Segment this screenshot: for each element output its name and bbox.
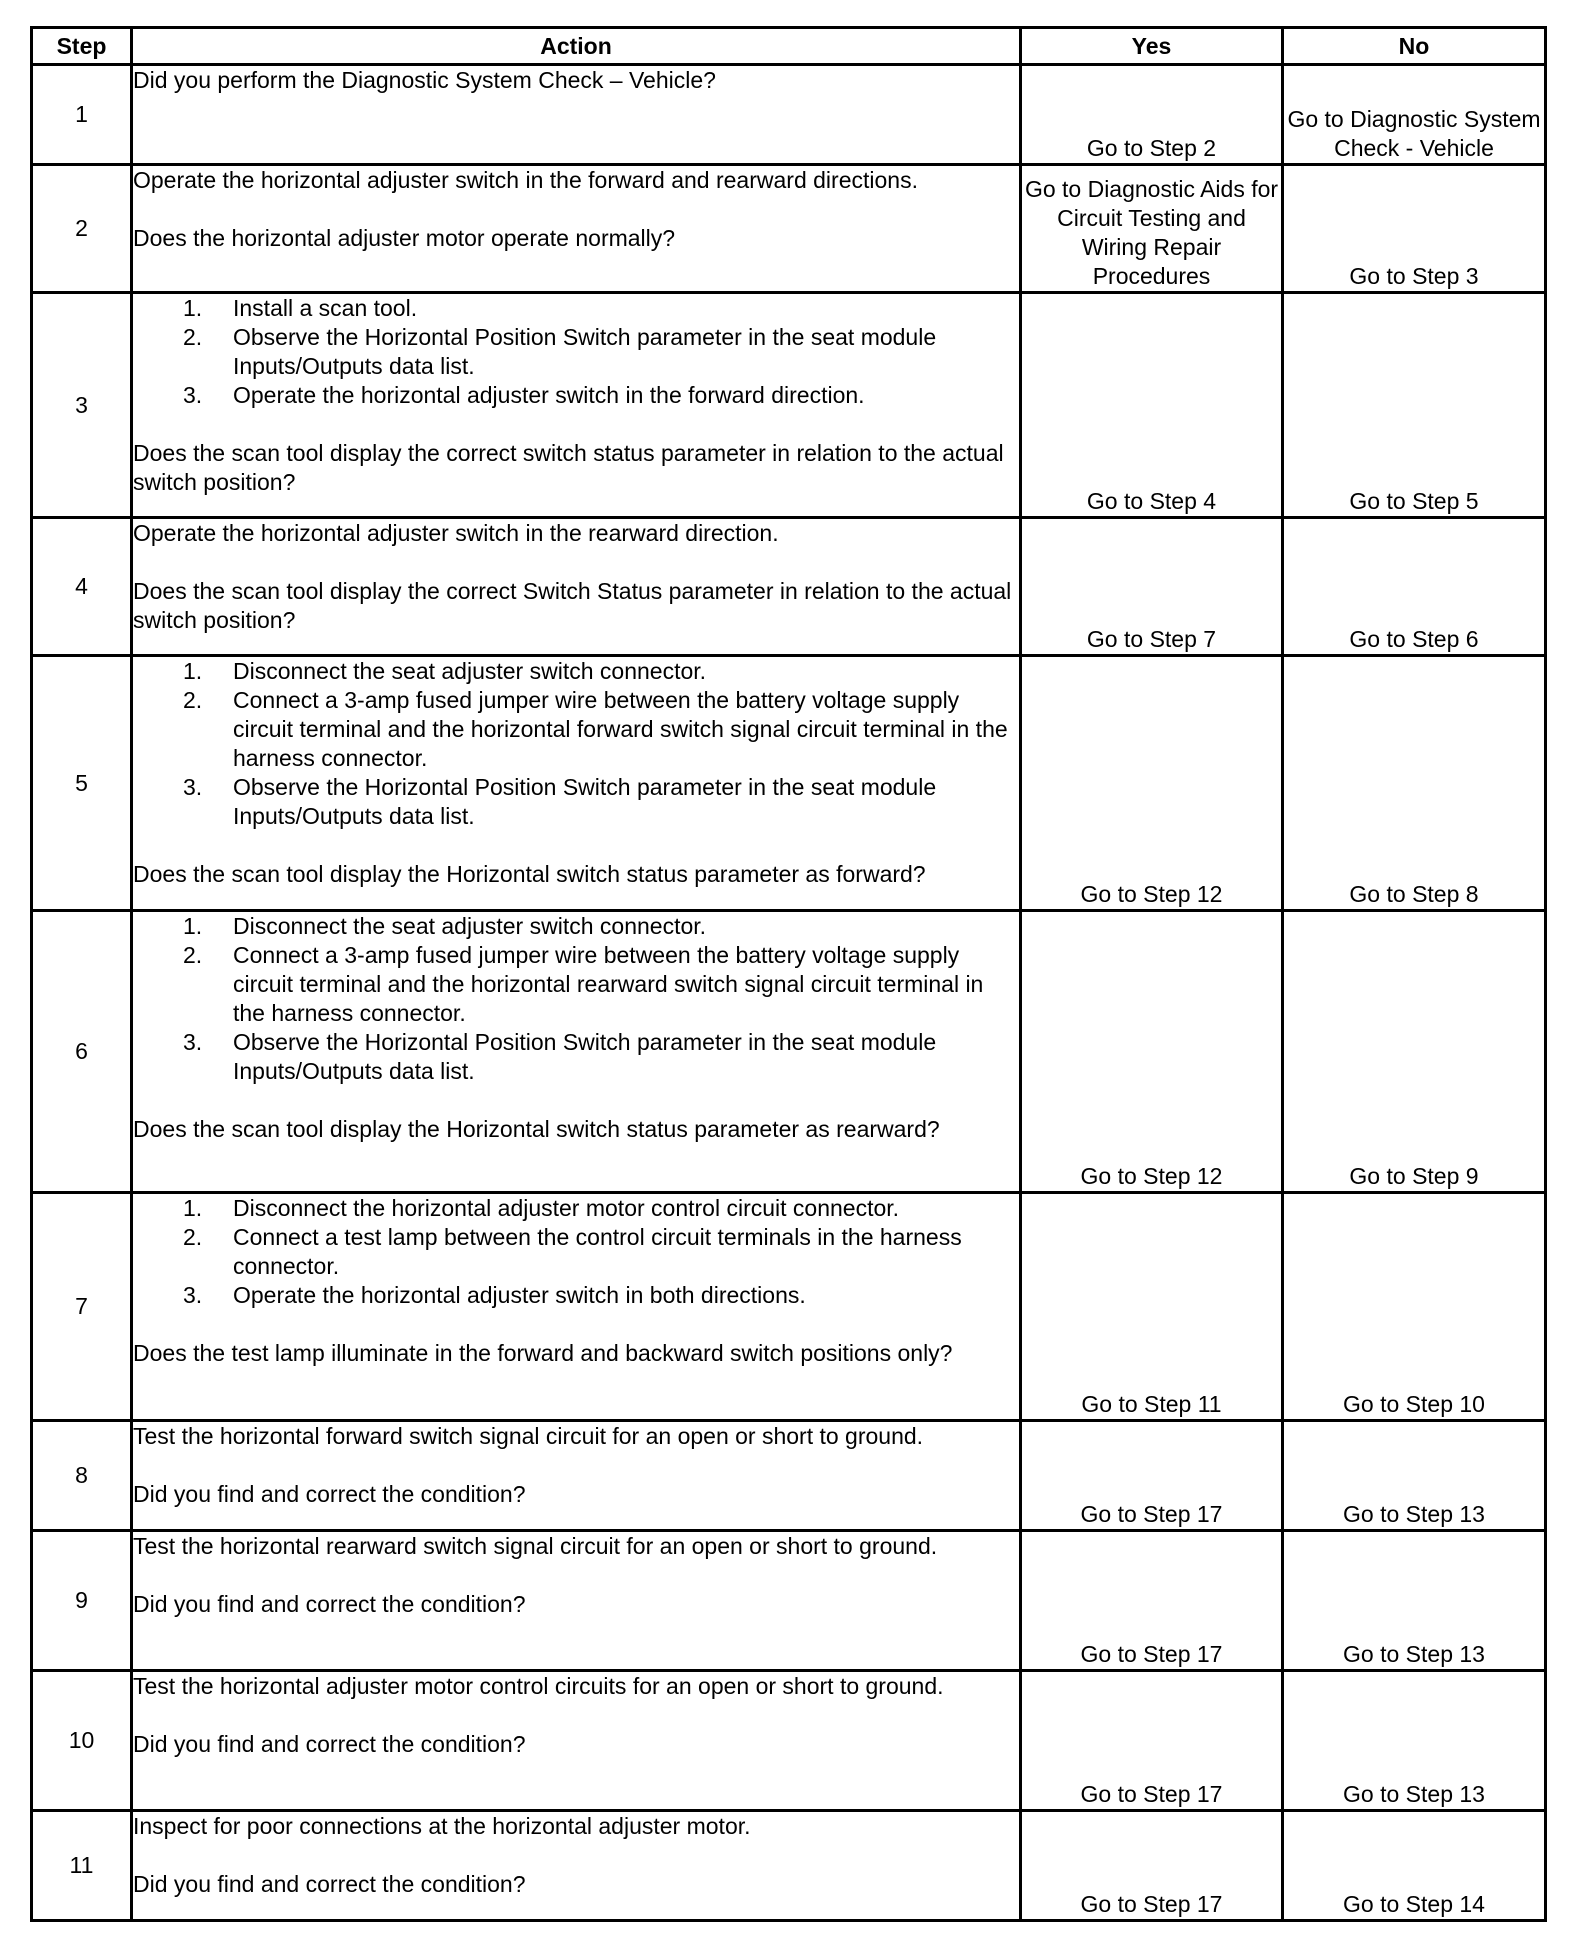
- step-number: 8: [32, 1421, 132, 1531]
- table-row: [32, 1193, 1546, 1421]
- action-question: Did you find and correct the condition?: [133, 1871, 526, 1897]
- no-result: Go to Step 13: [1283, 1421, 1546, 1531]
- spacer: [133, 1701, 1019, 1730]
- instruction-item: [133, 1281, 1019, 1310]
- action-text: Test the horizontal rearward switch signal circuit for an open or short to ground.: [133, 1533, 938, 1559]
- instruction-text: Install a scan tool.: [233, 295, 418, 321]
- step-number: 7: [32, 1193, 132, 1421]
- instruction-number: 2.: [183, 687, 203, 713]
- action-text: Did you perform the Diagnostic System Check – Vehicle?: [133, 67, 716, 93]
- action-cell: [132, 518, 1021, 656]
- no-result: Go to Step 10: [1283, 1193, 1546, 1421]
- instruction-number: 3.: [183, 382, 203, 408]
- spacer: [133, 1561, 1019, 1590]
- instruction-number: 2.: [183, 324, 203, 350]
- instruction-text: Observe the Horizontal Position Switch parameter in the seat module Inputs/Outputs data list.: [233, 1029, 937, 1084]
- header-row: [32, 28, 1546, 65]
- instruction-text: Observe the Horizontal Position Switch parameter in the seat module Inputs/Outputs data list.: [233, 324, 937, 379]
- instruction-number: 1.: [183, 295, 203, 321]
- header-yes: Yes: [1021, 28, 1283, 65]
- table-row: [32, 911, 1546, 1193]
- spacer: [133, 1451, 1019, 1480]
- step-number: 3: [32, 293, 132, 518]
- action-cell: [132, 1421, 1021, 1531]
- step-number: 2: [32, 165, 132, 293]
- yes-result: Go to Step 4: [1021, 293, 1283, 518]
- instruction-number: 1.: [183, 658, 203, 684]
- instruction-text: Disconnect the horizontal adjuster motor control circuit connector.: [233, 1195, 900, 1221]
- yes-result: Go to Step 12: [1021, 656, 1283, 911]
- action-cell: [132, 165, 1021, 293]
- action-cell: [132, 1193, 1021, 1421]
- instruction-item: [133, 1028, 1019, 1086]
- action-question: Does the scan tool display the correct Switch Status parameter in relation to the actual switch position?: [133, 578, 1012, 633]
- action-question: Did you find and correct the condition?: [133, 1591, 526, 1617]
- table-row: [32, 65, 1546, 165]
- no-result: Go to Step 13: [1283, 1671, 1546, 1811]
- no-result: Go to Step 13: [1283, 1531, 1546, 1671]
- step-number: 9: [32, 1531, 132, 1671]
- instruction-list: [133, 912, 1019, 1086]
- no-result: Go to Step 6: [1283, 518, 1546, 656]
- no-result: Go to Step 14: [1283, 1811, 1546, 1921]
- instruction-text: Observe the Horizontal Position Switch parameter in the seat module Inputs/Outputs data list.: [233, 774, 937, 829]
- table-row: [32, 165, 1546, 293]
- table-row: [32, 1421, 1546, 1531]
- table-row: [32, 518, 1546, 656]
- spacer: [133, 195, 1019, 224]
- table-row: [32, 1671, 1546, 1811]
- instruction-item: [133, 686, 1019, 773]
- no-result: Go to Step 8: [1283, 656, 1546, 911]
- spacer: [133, 1841, 1019, 1870]
- action-question: Does the test lamp illuminate in the forward and backward switch positions only?: [133, 1340, 953, 1366]
- spacer: [133, 1310, 1019, 1339]
- yes-result: Go to Step 17: [1021, 1671, 1283, 1811]
- instruction-text: Connect a test lamp between the control circuit terminals in the harness connector.: [233, 1224, 962, 1279]
- instruction-number: 2.: [183, 1224, 203, 1250]
- step-number: 4: [32, 518, 132, 656]
- step-number: 11: [32, 1811, 132, 1921]
- no-result: Go to Step 5: [1283, 293, 1546, 518]
- instruction-item: [133, 773, 1019, 831]
- action-cell: [132, 656, 1021, 911]
- instruction-text: Operate the horizontal adjuster switch in the forward direction.: [233, 382, 865, 408]
- action-question: Does the horizontal adjuster motor operate normally?: [133, 225, 676, 251]
- instruction-text: Connect a 3-amp fused jumper wire between the battery voltage supply circuit terminal and the horizontal forward switch signal circuit terminal in the harness connector.: [233, 687, 1008, 771]
- header-action: Action: [132, 28, 1021, 65]
- action-text: Operate the horizontal adjuster switch in the forward and rearward directions.: [133, 167, 918, 193]
- action-text: Inspect for poor connections at the horizontal adjuster motor.: [133, 1813, 751, 1839]
- instruction-text: Connect a 3-amp fused jumper wire between the battery voltage supply circuit terminal and the horizontal rearward switch signal circuit terminal in the harness connector.: [233, 942, 984, 1026]
- action-text: Test the horizontal forward switch signal circuit for an open or short to ground.: [133, 1423, 924, 1449]
- yes-result: Go to Step 11: [1021, 1193, 1283, 1421]
- action-question: Did you find and correct the condition?: [133, 1731, 526, 1757]
- action-cell: [132, 1531, 1021, 1671]
- header-step: Step: [32, 28, 132, 65]
- table-body: [32, 65, 1546, 1921]
- instruction-item: [133, 657, 1019, 686]
- instruction-item: [133, 381, 1019, 410]
- action-cell: [132, 1811, 1021, 1921]
- diagnostic-table: [30, 26, 1547, 1922]
- action-question: Does the scan tool display the correct switch status parameter in relation to the actual switch position?: [133, 440, 1004, 495]
- spacer: [133, 410, 1019, 439]
- instruction-item: [133, 323, 1019, 381]
- instruction-number: 3.: [183, 774, 203, 800]
- step-number: 5: [32, 656, 132, 911]
- instruction-number: 2.: [183, 942, 203, 968]
- yes-result: Go to Step 17: [1021, 1421, 1283, 1531]
- action-cell: [132, 911, 1021, 1193]
- action-text: Test the horizontal adjuster motor control circuits for an open or short to ground.: [133, 1673, 944, 1699]
- step-number: 1: [32, 65, 132, 165]
- table-row: [32, 293, 1546, 518]
- instruction-text: Operate the horizontal adjuster switch in both directions.: [233, 1282, 806, 1308]
- spacer: [133, 1086, 1019, 1115]
- table-row: [32, 1811, 1546, 1921]
- instruction-list: [133, 657, 1019, 831]
- instruction-item: [133, 912, 1019, 941]
- yes-result: Go to Step 17: [1021, 1811, 1283, 1921]
- instruction-list: [133, 1194, 1019, 1310]
- yes-result: Go to Step 2: [1021, 65, 1283, 165]
- instruction-text: Disconnect the seat adjuster switch connector.: [233, 658, 707, 684]
- action-question: Does the scan tool display the Horizontal switch status parameter as forward?: [133, 861, 926, 887]
- action-question: Does the scan tool display the Horizontal switch status parameter as rearward?: [133, 1116, 940, 1142]
- header-no: No: [1283, 28, 1546, 65]
- yes-result: Go to Diagnostic Aids for Circuit Testing and Wiring Repair Procedures: [1021, 165, 1283, 293]
- action-question: Did you find and correct the condition?: [133, 1481, 526, 1507]
- action-cell: [132, 293, 1021, 518]
- instruction-item: [133, 294, 1019, 323]
- no-result: Go to Step 9: [1283, 911, 1546, 1193]
- instruction-number: 3.: [183, 1029, 203, 1055]
- instruction-number: 3.: [183, 1282, 203, 1308]
- instruction-text: Disconnect the seat adjuster switch connector.: [233, 913, 707, 939]
- instruction-item: [133, 941, 1019, 1028]
- yes-result: Go to Step 17: [1021, 1531, 1283, 1671]
- instruction-item: [133, 1194, 1019, 1223]
- spacer: [133, 548, 1019, 577]
- step-number: 10: [32, 1671, 132, 1811]
- no-result: Go to Step 3: [1283, 165, 1546, 293]
- table-row: [32, 1531, 1546, 1671]
- instruction-number: 1.: [183, 1195, 203, 1221]
- yes-result: Go to Step 12: [1021, 911, 1283, 1193]
- step-number: 6: [32, 911, 132, 1193]
- instruction-list: [133, 294, 1019, 410]
- yes-result: Go to Step 7: [1021, 518, 1283, 656]
- action-cell: [132, 1671, 1021, 1811]
- instruction-item: [133, 1223, 1019, 1281]
- table-row: [32, 656, 1546, 911]
- instruction-number: 1.: [183, 913, 203, 939]
- action-cell: [132, 65, 1021, 165]
- action-text: Operate the horizontal adjuster switch in the rearward direction.: [133, 520, 779, 546]
- no-result: Go to Diagnostic System Check - Vehicle: [1283, 65, 1546, 165]
- spacer: [133, 831, 1019, 860]
